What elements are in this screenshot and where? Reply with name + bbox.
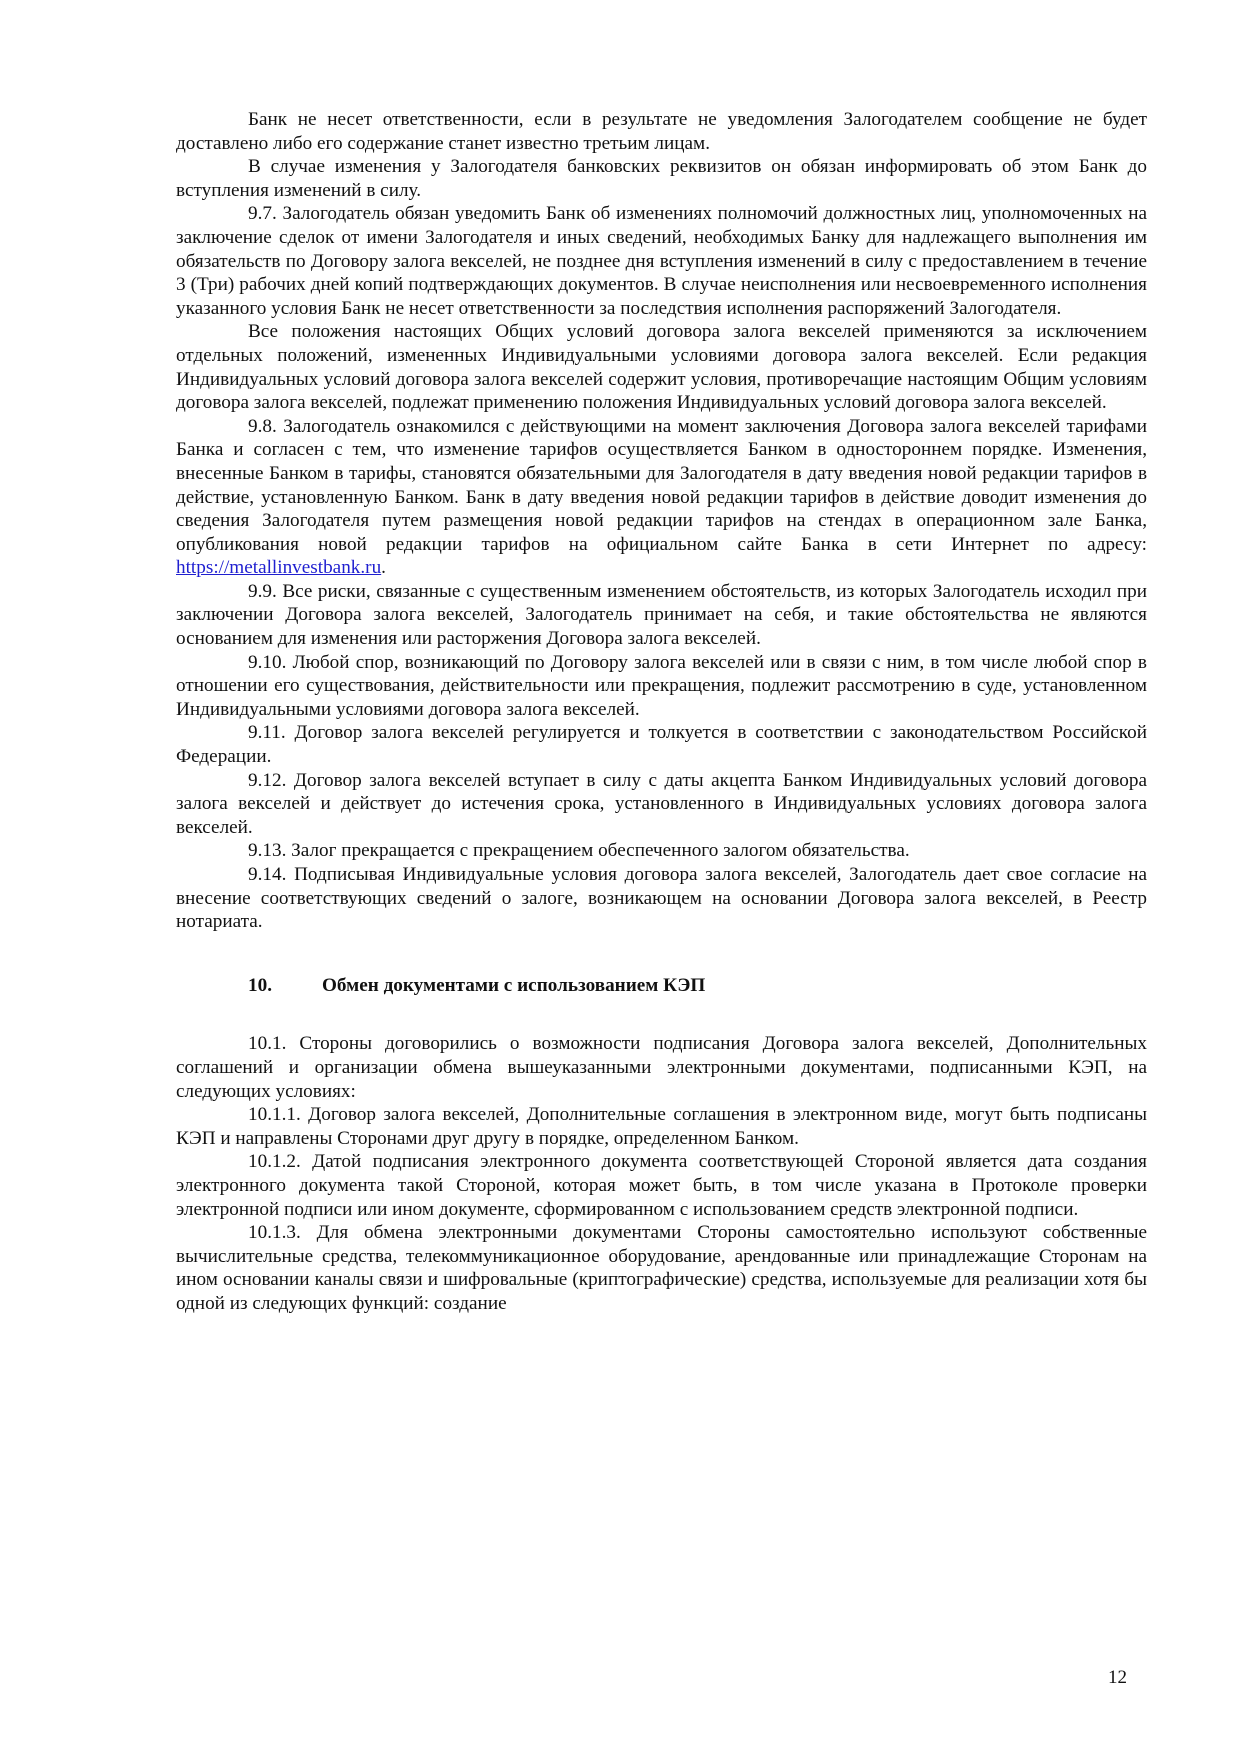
section-spacer [176, 934, 1147, 974]
paragraph-9-8-suffix: . [381, 557, 386, 579]
section-title: Обмен документами с использованием КЭП [322, 974, 706, 996]
paragraph-general-provisions: Все положения настоящих Общих условий договора залога векселей применяются за исключением отдельных положений, измененных Индивидуальными условиями договора залога векселей. Если редакция Индивидуальных условий договора залога векселей содержит условия, противоречащие настоящим Общим условиям договора залога векселей, подлежат применению положения Индивидуальных условий договора залога векселей. [176, 321, 1147, 414]
bank-website-link[interactable]: https://metallinvestbank.ru [176, 557, 382, 579]
paragraph-bank-liability: Банк не несет ответственности, если в результате не уведомления Залогодателем сообщение не будет доставлено либо его содержание станет известно третьим лицам. [176, 109, 1147, 154]
paragraph-9-7: 9.7. Залогодатель обязан уведомить Банк об изменениях полномочий должностных лиц, уполномоченных на заключение сделок от имени Залогодателя и иных сведений, необходимых Банку для надлежащего выполнения им обязательств по Договору залога векселей, не позднее дня вступления изменений в силу с предоставлением в течение 3 (Три) рабочих дней копий подтверждающих документов. В случае неисполнения или несвоевременного исполнения указанного условия Банк не несет ответственности за последствия исполнения распоряжений Залогодателя. [176, 203, 1147, 319]
paragraph-9-13: 9.13. Залог прекращается с прекращением обеспеченного залогом обязательства. [248, 840, 910, 862]
section-number: 10. [248, 974, 272, 996]
paragraph-9-12: 9.12. Договор залога векселей вступает в силу с даты акцепта Банком Индивидуальных условий договора залога векселей и действует до истечения срока, установленного в Индивидуальных условиях договора залога векселей. [176, 769, 1147, 838]
document-page [176, 108, 1147, 1316]
paragraph-10-1-3: 10.1.3. Для обмена электронными документами Стороны самостоятельно используют собственные вычислительные средства, телекоммуникационное оборудование, арендованные или принадлежащие Сторонам на ином основании каналы связи и шифровальные (криптографические) средства, используемые для реализации хотя бы одной из следующих функций: создание [176, 1222, 1147, 1314]
paragraph-9-10: 9.10. Любой спор, возникающий по Договору залога векселей или в связи с ним, в том числе любой спор в отношении его существования, действительности или прекращения, подлежит рассмотрению в суде, установленном Индивидуальными условиями договора залога векселей. [176, 651, 1147, 720]
paragraph-10-1: 10.1. Стороны договорились о возможности подписания Договора залога векселей, Дополнительных соглашений и организации обмена вышеуказанными электронными документами, подписанными КЭП, на следующих условиях: [176, 1033, 1147, 1102]
paragraph-9-8 [176, 415, 1147, 580]
section-10-heading [248, 974, 1147, 998]
heading-spacer [176, 997, 1147, 1032]
paragraph-9-14: 9.14. Подписывая Индивидуальные условия договора залога векселей, Залогодатель дает свое согласие на внесение соответствующих сведений о залоге, возникающем на основании Договора залога векселей, в Реестр нотариата. [176, 864, 1147, 933]
paragraph-10-1-1: 10.1.1. Договор залога векселей, Дополнительные соглашения в электронном виде, могут быть подписаны КЭП и направлены Сторонами друг другу в порядке, определенном Банком. [176, 1104, 1147, 1149]
paragraph-9-9: 9.9. Все риски, связанные с существенным изменением обстоятельств, из которых Залогодатель исходил при заключении Договора залога векселей, Залогодатель принимает на себя, и такие обстоятельства не являются основанием для изменения или расторжения Договора залога векселей. [176, 580, 1147, 650]
paragraph-bank-details-change: В случае изменения у Залогодателя банковских реквизитов он обязан информировать об этом Банк до вступления изменений в силу. [176, 156, 1147, 201]
paragraph-9-11: 9.11. Договор залога векселей регулируется и толкуется в соответствии с законодательством Российской Федерации. [176, 722, 1147, 768]
paragraph-9-8-text: 9.8. Залогодатель ознакомился с действующими на момент заключения Договора залога векселей тарифами Банка и согласен с тем, что изменение тарифов осуществляется Банком в одностороннем порядке. Изменения, внесенные Банком в тарифы, становятся обязательными для Залогодателя в дату введения новой редакции тарифов в действие, установленную Банком. Банк в дату введения новой редакции тарифов в действие доводит изменения до сведения Залогодателя путем размещения новой редакции тарифов на стендах в операционном зале Банка, опубликования новой редакции тарифов на официальном сайте Банка в сети Интернет по адресу: [176, 415, 1147, 555]
paragraph-10-1-2: 10.1.2. Датой подписания электронного документа соответствующей Стороной является дата создания электронного документа такой Стороной, которая может быть, в том числе указана в Протоколе проверки электронной подписи или ином документе, сформированном с использованием средств электронной подписи. [176, 1151, 1147, 1220]
page-number: 12 [1108, 1667, 1127, 1688]
